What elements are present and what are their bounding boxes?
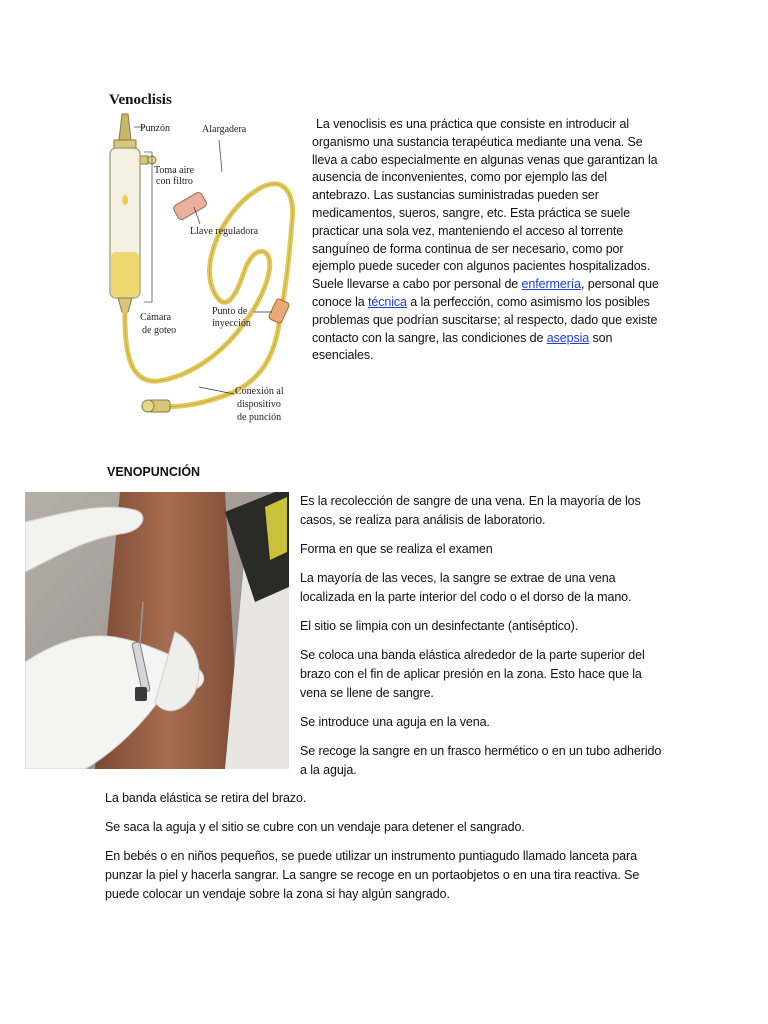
- label-conexion-1: Conexión al: [235, 386, 284, 397]
- venopuncion-paragraph: Se introduce una aguja en la vena.: [300, 715, 490, 729]
- label-toma-aire-2: con filtro: [156, 176, 193, 187]
- venopuncion-full-text: [105, 789, 665, 914]
- roller-clamp-shape: [172, 191, 208, 221]
- venopuncion-paragraph: La banda elástica se retira del brazo.: [105, 791, 307, 805]
- label-punto-2: inyección: [212, 318, 251, 329]
- iv-set-illustration: [104, 112, 304, 430]
- link-tecnica[interactable]: técnica: [368, 294, 407, 309]
- venopuncion-paragraph: Es la recolección de sangre de una vena. En la mayoría de los casos, se realiza para análisis de laboratorio.: [300, 494, 641, 527]
- label-conexion-3: de punción: [237, 412, 282, 423]
- link-asepsia[interactable]: asepsia: [546, 330, 590, 345]
- venipuncture-illustration: [25, 492, 289, 769]
- label-toma-aire-1: Toma aire: [154, 165, 195, 176]
- venoclisis-text-3: a la perfección, como asimismo los posibles problemas que podrían suscitarse; al respecto, dado que existe contacto con la sangre, las condiciones de: [312, 294, 658, 345]
- venopuncion-paragraph: Forma en que se realiza el examen: [300, 542, 493, 556]
- venoclisis-text-4: son esenciales.: [312, 330, 613, 363]
- venoclisis-text-1: La venoclisis es una práctica que consiste en introducir al organismo una sustancia terapéutica mediante una vena. Se lleva a cabo especialmente en algunas venas que garantizan la ausencia de inconvenientes, como por ejemplo las del antebrazo. Las sustancias suministradas pueden ser medicamentos, sueros, sangre, etc. Esta práctica se suele practicar una sola vez, manteniendo el acceso al torrente sanguíneo de forma continua de ser necesario, como por ejemplo puede suceder con algunos pacientes hospitalizados. Suele llevarse a cabo por personal de: [312, 117, 658, 292]
- venopuncion-paragraph: La mayoría de las veces, la sangre se extrae de una vena localizada en la parte interior del codo o el dorso de la mano.: [300, 571, 632, 604]
- venopuncion-title: VENOPUNCIÓN: [107, 465, 201, 479]
- connector-shape: [142, 400, 154, 412]
- label-punzon: Punzón: [140, 123, 170, 134]
- label-camara-1: Cámara: [140, 312, 172, 323]
- venopuncion-paragraph: Se coloca una banda elástica alrededor de la parte superior del brazo con el fin de aplicar presión en la zona. Esto hace que la vena se llene de sangre.: [300, 648, 645, 700]
- venopuncion-paragraph: El sitio se limpia con un desinfectante (antiséptico).: [300, 619, 579, 633]
- label-alargadera: Alargadera: [202, 124, 247, 135]
- label-camara-2: de goteo: [142, 325, 177, 336]
- iv-set-diagram: [104, 112, 304, 430]
- tubing-shape: [125, 184, 293, 407]
- venoclisis-text-2: , personal que conoce la: [312, 277, 659, 309]
- venopuncion-paragraph: Se recoge la sangre en un frasco hermético o en un tubo adherido a la aguja.: [300, 744, 662, 777]
- venoclisis-paragraph: [312, 116, 664, 365]
- venoclisis-title: Venoclisis: [109, 92, 172, 108]
- spike-shape: [119, 114, 131, 140]
- venipuncture-photo: [25, 492, 289, 769]
- injection-port-shape: [268, 298, 290, 324]
- link-enfermeria[interactable]: enfermería: [521, 277, 581, 292]
- venopuncion-paragraph: En bebés o en niños pequeños, se puede utilizar un instrumento puntiagudo llamado lanceta para punzar la piel y hacerla sangrar. La sangre se recoge en un portaobjetos o en una tira reactiva. Se puede colocar un vendaje sobre la zona si hay algún sangrado.: [105, 849, 640, 901]
- label-conexion-2: dispositivo: [237, 399, 281, 410]
- label-punto-1: Punto de: [212, 306, 248, 317]
- venopuncion-paragraph: Se saca la aguja y el sitio se cubre con un vendaje para detener el sangrado.: [105, 820, 525, 834]
- venopuncion-side-text: [300, 492, 662, 790]
- label-llave-reguladora: Llave reguladora: [190, 226, 259, 237]
